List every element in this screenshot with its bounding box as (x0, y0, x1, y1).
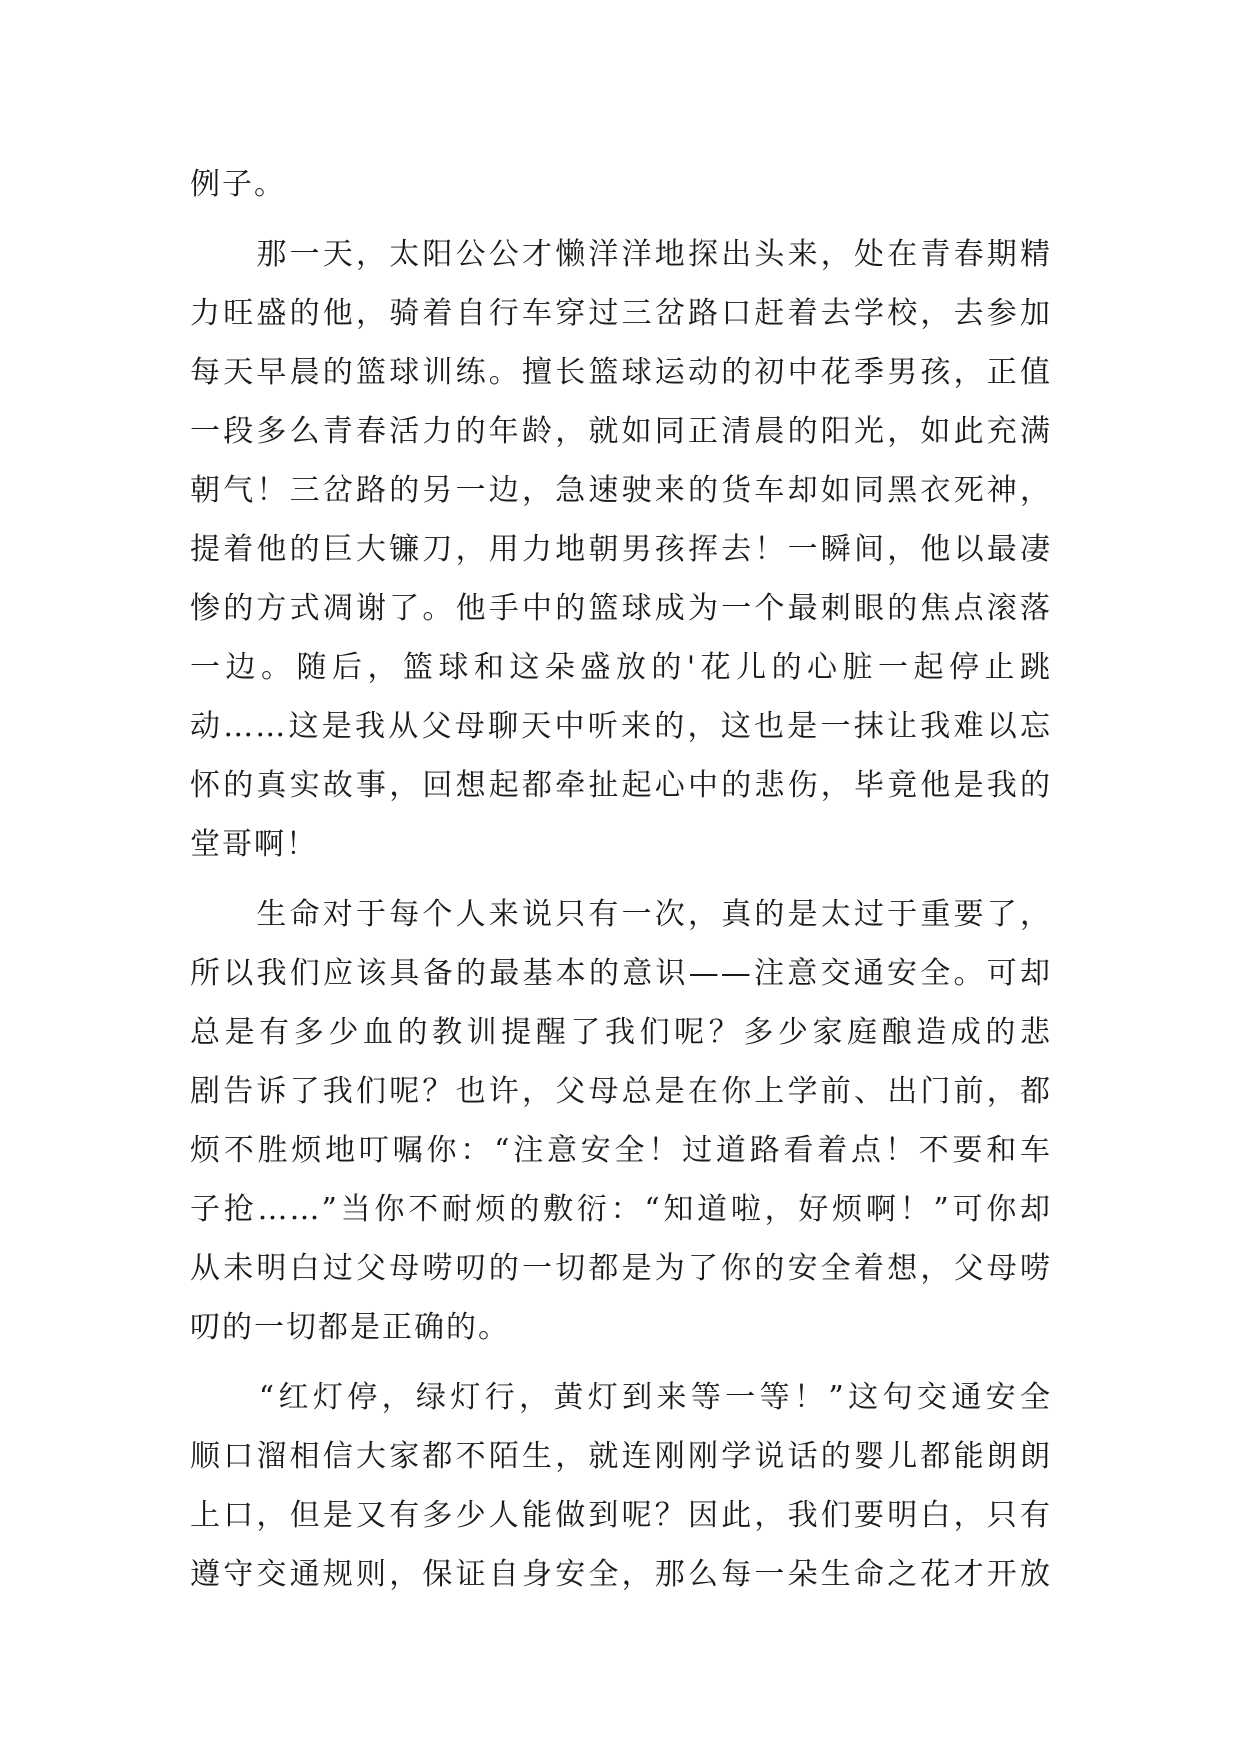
text-line: “红灯停，绿灯行，黄灯到来等一等！”这句交通安全 (190, 1380, 1052, 1415)
text-line: 子抢……”当你不耐烦的敷衍：“知道啦，好烦啊！”可你却 (190, 1192, 1052, 1227)
text-line: 每天早晨的篮球训练。擅长篮球运动的初中花季男孩，正值 (190, 355, 1052, 390)
text-line: 所以我们应该具备的最基本的意识——注意交通安全。可却 (190, 956, 1052, 991)
text-line: 叨的一切都是正确的。 (190, 1310, 510, 1345)
text-line: 生命对于每个人来说只有一次，真的是太过于重要了， (190, 897, 1052, 932)
text-line: 遵守交通规则，保证自身安全，那么每一朵生命之花才开放 (190, 1557, 1052, 1592)
text-line: 提着他的巨大镰刀，用力地朝男孩挥去！一瞬间，他以最凄 (190, 532, 1052, 567)
text-line: 上口，但是又有多少人能做到呢？因此，我们要明白，只有 (190, 1498, 1052, 1533)
text-line: 烦不胜烦地叮嘱你：“注意安全！过道路看着点！不要和车 (190, 1133, 1052, 1168)
text-line: 总是有多少血的教训提醒了我们呢？多少家庭酿造成的悲 (190, 1015, 1052, 1050)
paragraph (190, 1368, 1052, 1604)
text-line: 一段多么青春活力的年龄，就如同正清晨的阳光，如此充满 (190, 414, 1052, 449)
text-line: 例子。 (190, 167, 286, 202)
paragraph (190, 885, 1052, 1357)
text-line: 堂哥啊！ (190, 827, 318, 862)
text-line: 怀的真实故事，回想起都牵扯起心中的悲伤，毕竟他是我的 (190, 768, 1052, 803)
text-line: 动……这是我从父母聊天中听来的，这也是一抹让我难以忘 (190, 709, 1052, 744)
paragraph (190, 155, 1052, 214)
text-line: 力旺盛的他，骑着自行车穿过三岔路口赶着去学校，去参加 (190, 296, 1052, 331)
text-line: 顺口溜相信大家都不陌生，就连刚刚学说话的婴儿都能朗朗 (190, 1439, 1052, 1474)
text-line: 惨的方式凋谢了。他手中的篮球成为一个最刺眼的焦点滚落 (190, 591, 1052, 626)
text-line: 那一天，太阳公公才懒洋洋地探出头来，处在青春期精 (190, 237, 1052, 272)
paragraph (190, 225, 1052, 874)
text-line: 从未明白过父母唠叨的一切都是为了你的安全着想，父母唠 (190, 1251, 1052, 1286)
document-body (190, 155, 1052, 1604)
text-line: 剧告诉了我们呢？也许，父母总是在你上学前、出门前，都 (190, 1074, 1052, 1109)
text-line: 朝气！三岔路的另一边，急速驶来的货车却如同黑衣死神， (190, 473, 1052, 508)
text-line: 一边。随后，篮球和这朵盛放的'花儿的心脏一起停止跳 (190, 650, 1052, 685)
